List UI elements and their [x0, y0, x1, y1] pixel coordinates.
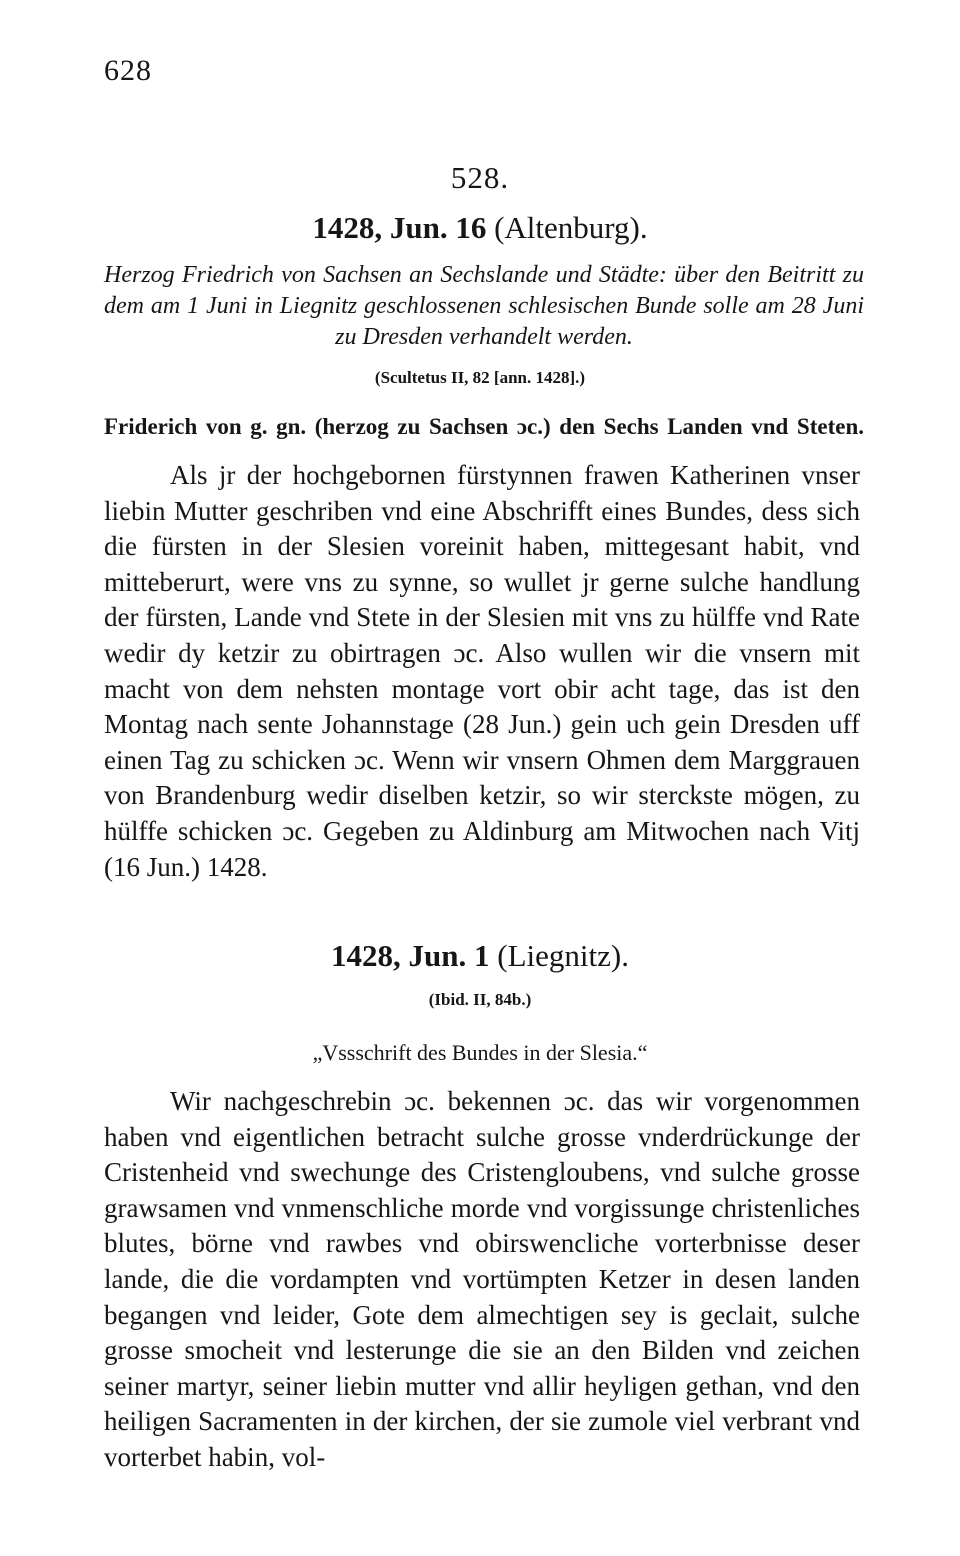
entry-two-source: (Ibid. II, 84b.): [428, 990, 532, 1009]
entry-two-body: Wir nachgeschrebin ɔc. bekennen ɔc. das wir vorgenommen haben vnd eigentlichen betracht sulche grosse vnderdrückunge der Cristenheid vnd swechunge des Cristengloubens, vnd sulche grosse grawsamen vnd vnmenschliche morde vnd vorgissunge christenliches blutes, börne vnd rawbes vnd obirswencliche vorterbnisse deser lande, die die vordampten vnd vortümpten Ketzer in desen landen begangen vnd leider, Gote dem almechtigen sey is geclait, sulche grosse smocheit vnd lesterunge die sie an den Bilden vnd zeichen seiner martyr, seiner liebin mutter vnd allir heyligen gethan, vnd den heiligen Sacramenten in der kirchen, der sie zumole viel verbrant vnd vorterbet habin, vol-: [104, 1086, 860, 1472]
entry-one-place: (Altenburg).: [486, 210, 648, 245]
entry-one-dateline: [0, 210, 960, 246]
entry-one-body: Als jr der hochgebornen fürstynnen frawen Katherinen vnser liebin Mutter geschriben vnd eine Abschrifft eines Bundes, dess sich die fürsten in der Slesien voreinit haben, mittegesant habit, vnd mitteberurt, were vns zu synne, so wullet jr gerne sulche handlung der fürsten, Lande vnd Stete in der Slesien mit vns zu hülffe vnd Rate wedir dy ketzir zu obirtragen ɔc. Also wullen wir die vnsern mit macht von dem nehsten montage vort obir acht tage, das ist den Montag nach sente Johannstage (28 Jun.) gein uch gein Dresden uff einen Tag zu schicken ɔc. Wenn wir vnsern Ohmen dem Marggrauen von Brandenburg wedir diselben ketzir, so wir sterckste mögen, zu hülffe schicken ɔc. Gegeben zu Aldinburg am Mitwochen nach Vitj (16 Jun.) 1428.: [104, 460, 860, 882]
entry-one-date: 1428, Jun. 16: [312, 210, 487, 245]
entry-two-document-title: „Vssschrift des Bundes in der Slesia.“: [312, 1040, 648, 1065]
document-number: 528.: [450, 160, 510, 195]
entry-two-place: (Liegnitz).: [489, 938, 629, 973]
entry-two-dateline: [0, 938, 960, 974]
entry-one-source: (Scultetus II, 82 [ann. 1428].): [374, 368, 586, 387]
entry-one-salutation: Friderich von g. gn. (herzog zu Sachsen ɔc.) den Sechs Landen vnd Steten.: [104, 414, 864, 439]
entry-one-regest: Herzog Friedrich von Sachsen an Sechslande und Städte: über den Beitritt zu dem am 1 Juni in Liegnitz geschlossenen schlesischen Bunde solle am 28 Juni zu Dresden verhandelt werden.: [104, 262, 864, 350]
page-number: 628: [104, 54, 152, 87]
entry-two-date: 1428, Jun. 1: [331, 938, 490, 973]
